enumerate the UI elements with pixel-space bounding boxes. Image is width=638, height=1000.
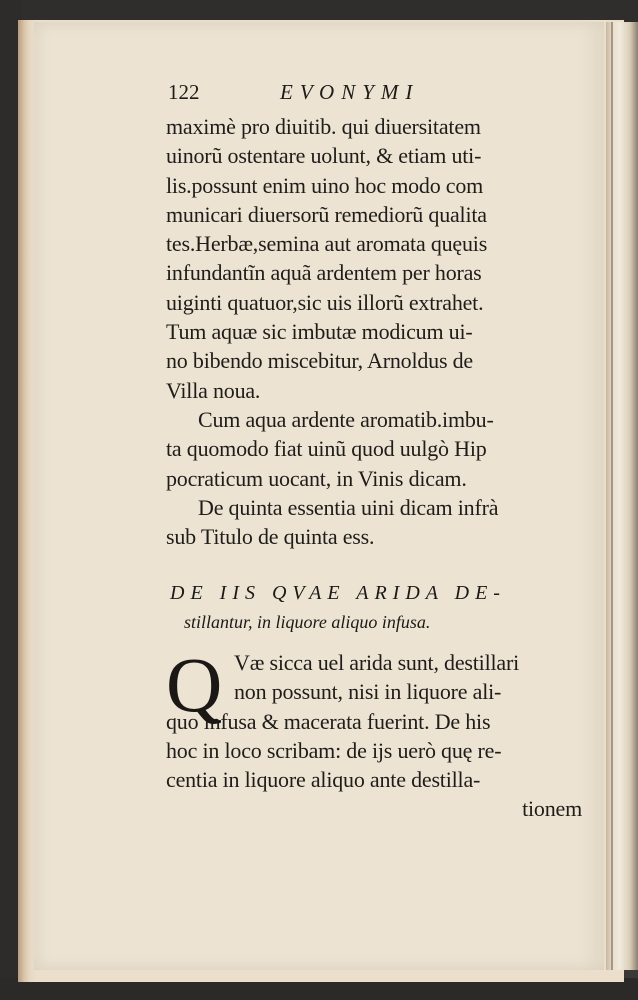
- text-line: non possunt, nisi in liquore ali-: [234, 679, 502, 705]
- running-title: EVONYMI: [280, 80, 420, 104]
- text-line: centia in liquore aliquo ante destilla-: [166, 767, 481, 793]
- text-line: lis.possunt enim uino hoc modo com: [166, 172, 484, 198]
- text-line: infundantĩn aquã ardentem per horas: [166, 260, 482, 286]
- text-line: uiginti quatuor,sic uis illorũ extrahet.: [166, 289, 484, 315]
- text-line: quo infusa & macerata fuerint. De his: [166, 708, 491, 734]
- section-heading-line-2: stillantur, in liquore aliquo infusa.: [184, 612, 431, 632]
- drop-cap: Q: [166, 641, 223, 728]
- text-line: Tum aquæ sic imbutæ modicum ui-: [166, 319, 473, 345]
- text-line: hoc in loco scribam: de ijs uerò quę re-: [166, 737, 502, 763]
- text-line: pocraticum uocant, in Vinis dicam.: [166, 465, 467, 491]
- main-text-block: [166, 112, 586, 551]
- text-line: Cum aqua ardente aromatib.imbu-: [198, 406, 494, 432]
- gutter-shadow: [611, 22, 613, 970]
- text-line: tes.Herbæ,semina aut aromata quęuis: [166, 231, 488, 257]
- text-line: uinorũ ostentare uolunt, & etiam uti-: [166, 143, 482, 169]
- text-line: no bibendo miscebitur, Arnoldus de: [166, 348, 474, 374]
- text-line: Væ sicca uel arida sunt, destillari: [234, 650, 520, 675]
- page-number: 122: [168, 80, 200, 104]
- text-line: De quinta essentia uini dicam infrà: [198, 494, 499, 520]
- text-line: tionem: [522, 796, 582, 822]
- section-heading-line-1: DE IIS QVAE ARIDA DE-: [170, 582, 506, 604]
- section-body: [166, 641, 590, 824]
- text-line: maximè pro diuitib. qui diuersitatem: [166, 114, 481, 139]
- text-line: ta quomodo fiat uinũ quod uulgò Hip: [166, 436, 487, 462]
- scan-background-top: [0, 0, 638, 22]
- running-head: [168, 80, 488, 110]
- text-line: Villa noua.: [166, 377, 261, 403]
- section-heading: [170, 578, 590, 636]
- text-line: sub Titulo de quinta ess.: [166, 524, 375, 550]
- text-line: municari diuersorũ remediorũ qualita: [166, 201, 487, 227]
